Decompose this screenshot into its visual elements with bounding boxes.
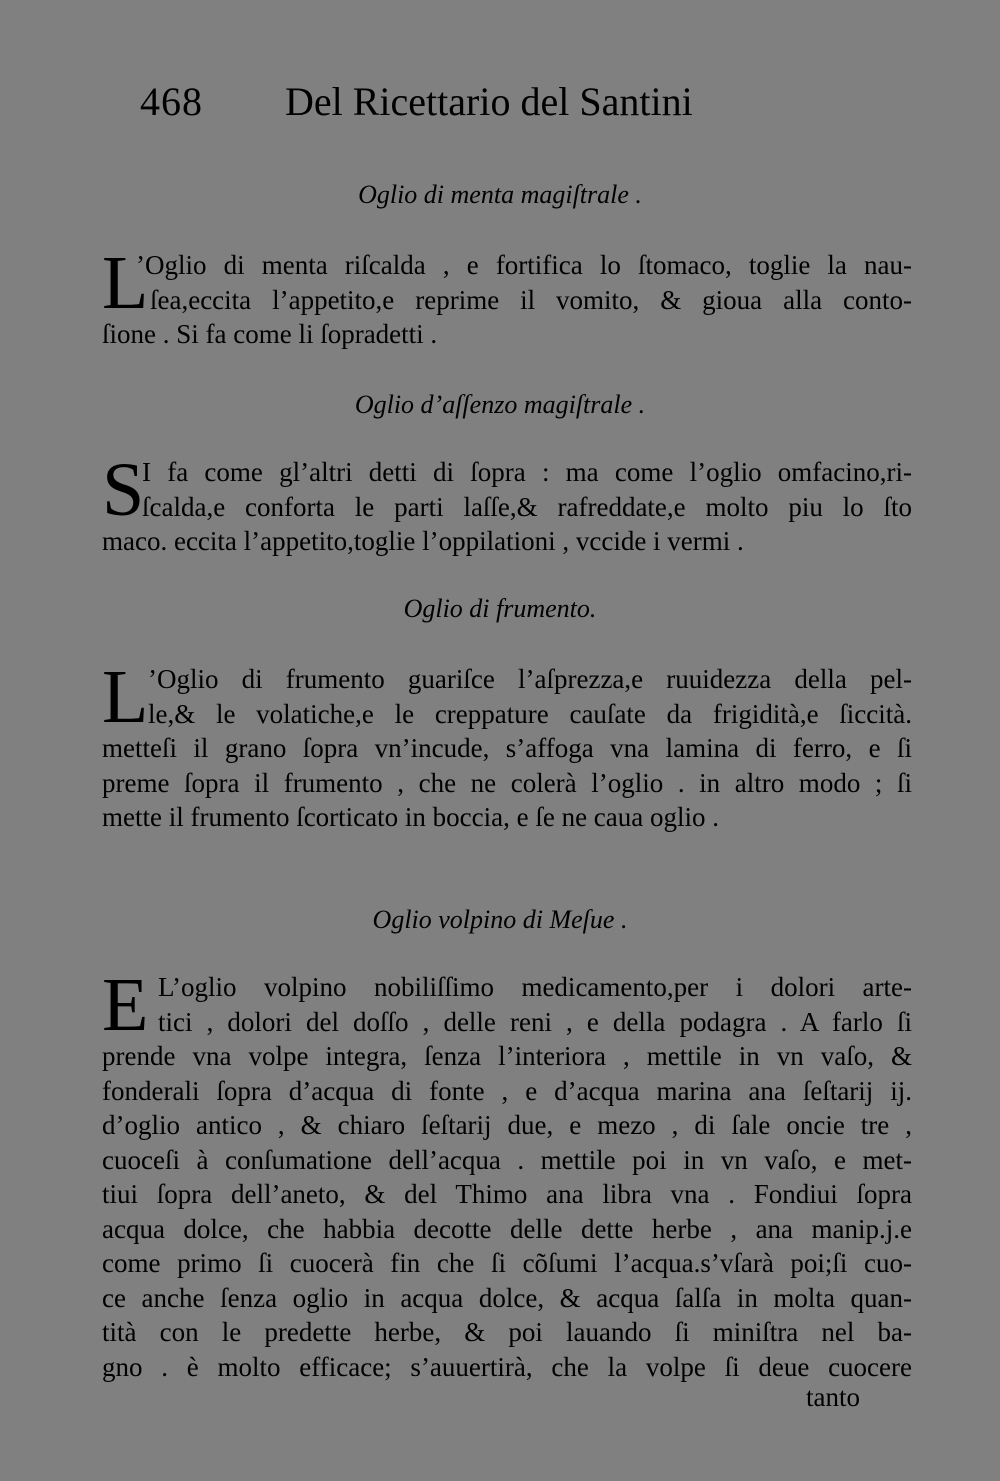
paragraph-oglio-volpino (102, 963, 912, 1384)
running-title: Del Ricettario del Santini (285, 79, 693, 124)
text-line: preme ſopra il frumento , che ne colerà l’oglio . in altro modo ; ſi (102, 767, 912, 798)
text-line: d’oglio antico , & chiaro ſeſtarij due, e mezo , di ſale oncie tre , (102, 1110, 912, 1140)
catchword: tanto (806, 1382, 860, 1412)
text-line: ſcalda,e conforta le parti laſſe,& rafreddate,e molto piu lo ſto (142, 491, 912, 522)
page-number: 468 (140, 79, 203, 124)
text-line: ’Oglio di menta riſcalda , e fortifica lo ſtomaco, toglie la nau- (136, 250, 912, 280)
text-line: metteſi il grano ſopra vn’incude, s’affoga vna lamina di ferro, e ſi (102, 733, 912, 763)
text-line: cuoceſi à conſumatione dell’acqua . mettile poi in vn vaſo, e met- (102, 1144, 912, 1175)
section-title-oglio-di-menta: Oglio di menta magiſtrale . (358, 180, 642, 209)
section-title-oglio-d-assenzo: Oglio d’aſſenzo magiſtrale . (354, 390, 646, 419)
text-line: ſea,eccita l’appetito,e reprime il vomito, & gioua alla conto- (150, 284, 912, 315)
text-line: mette il frumento ſcorticato in boccia, e ſe ne caua oglio . (102, 802, 720, 832)
text-line: ’Oglio di frumento guariſce l’aſprezza,e ruuidezza della pel- (148, 664, 912, 694)
text-line: tici , dolori del doſſo , delle reni , e della podagra . A farlo ſi (158, 1006, 912, 1037)
drop-cap: L (102, 655, 149, 739)
paragraph-oglio-d-assenzo (102, 448, 912, 559)
text-line: prende vna volpe integra, ſenza l’interiora , mettile in vn vaſo, & (102, 1041, 912, 1071)
text-line: ce anche ſenza oglio in acqua dolce, & acqua ſalſa in molta quan- (102, 1282, 912, 1313)
text-line: maco. eccita l’appetito,toglie l’oppilationi , vccide i vermi . (102, 526, 744, 556)
section-title-oglio-volpino: Oglio volpino di Meſue . (372, 905, 628, 934)
drop-cap: L (102, 241, 149, 325)
paragraph-oglio-di-menta (102, 241, 912, 352)
text-line: tiui ſopra dell’aneto, & del Thimo ana libra vna . Fondiui ſopra (102, 1179, 912, 1209)
text-line: I fa come gl’altri detti di ſopra : ma come l’oglio omfacino,ri- (142, 457, 912, 487)
text-line: acqua dolce, che habbia decotte delle dette herbe , ana manip.j.e (102, 1213, 912, 1244)
running-head (140, 78, 760, 138)
drop-cap: E (102, 963, 149, 1047)
section-title-oglio-di-frumento: Oglio di frumento. (403, 594, 597, 623)
text-line: tità con le predette herbe, & poi lauando ſi miniſtra nel ba- (102, 1317, 912, 1347)
text-line: le,& le volatiche,e le creppature cauſate da frigidità,e ſiccità. (148, 698, 912, 729)
text-line: ſione . Si fa come li ſopradetti . (102, 319, 438, 349)
text-line: L’oglio volpino nobiliſſimo medicamento,per i dolori arte- (158, 972, 912, 1002)
text-line: gno . è molto efficace; s’auuertirà, che la volpe ſi deue cuocere (102, 1351, 912, 1382)
drop-cap: S (102, 448, 145, 532)
text-line: come primo ſi cuocerà fin che ſi cõſumi l’acqua.s’vſarà poi;ſi cuo- (102, 1248, 912, 1278)
text-line: fonderali ſopra d’acqua di fonte , e d’acqua marina ana ſeſtarij ij. (102, 1075, 912, 1106)
paragraph-oglio-di-frumento (102, 655, 912, 835)
